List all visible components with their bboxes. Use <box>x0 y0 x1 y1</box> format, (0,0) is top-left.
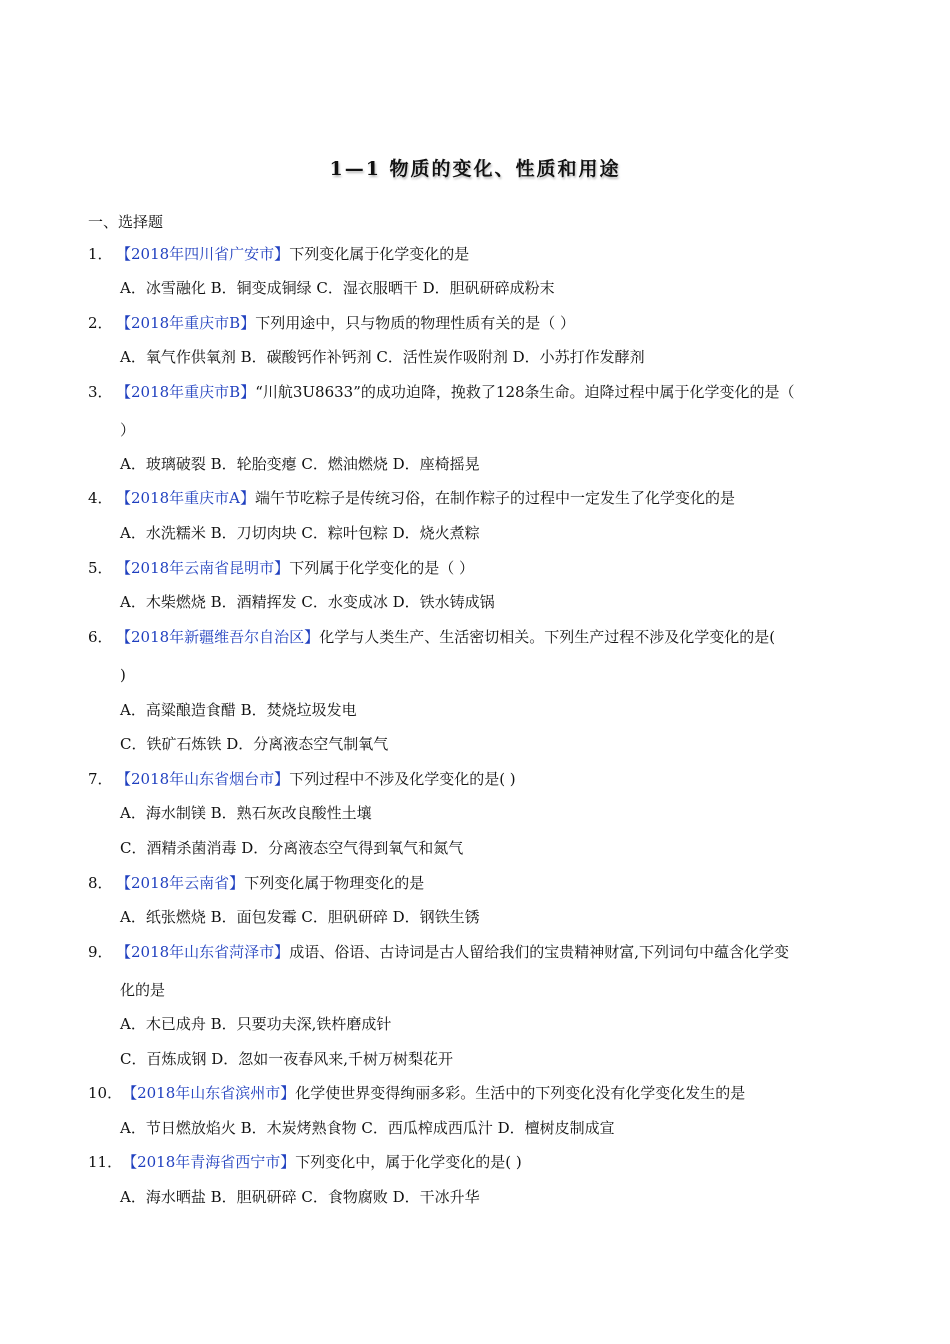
question-2-options: A．氧气作供氧剂 B．碳酸钙作补钙剂 C．活性炭作吸附剂 D．小苏打作发酵剂 <box>120 348 645 366</box>
question-5-options: A．木柴燃烧 B．酒精挥发 C．水变成冰 D．铁水铸成锅 <box>120 593 495 611</box>
question-4-options: A．水洗糯米 B．刀切肉块 C．粽叶包粽 D．烧火煮粽 <box>120 524 480 542</box>
question-source: 【2018年山东省滨州市】 <box>122 1084 296 1102</box>
question-9 <box>88 942 866 962</box>
question-stem: 下列属于化学变化的是（ ） <box>289 559 474 577</box>
question-6 <box>88 627 866 647</box>
question-9-stem-continued: 化的是 <box>120 981 166 999</box>
question-source: 【2018年重庆市B】 <box>116 383 256 401</box>
question-number: 3． <box>88 383 113 401</box>
question-source: 【2018年云南省昆明市】 <box>116 559 290 577</box>
question-6-options-row-1: A．高粱酿造食醋 B．焚烧垃圾发电 <box>120 701 357 719</box>
page-title: 1—1 物质的变化、性质和用途 <box>329 158 621 180</box>
question-3 <box>88 382 866 402</box>
question-stem: 下列变化属于化学变化的是 <box>289 245 470 263</box>
question-stem: 下列过程中不涉及化学变化的是( ) <box>289 770 516 788</box>
question-source: 【2018年四川省广安市】 <box>116 245 290 263</box>
question-source: 【2018年山东省烟台市】 <box>116 770 290 788</box>
question-source: 【2018年山东省菏泽市】 <box>116 943 290 961</box>
question-source: 【2018年重庆市B】 <box>116 314 256 332</box>
question-9-options-row-2: C．百炼成钢 D．忽如一夜春风来,千树万树梨花开 <box>120 1050 454 1068</box>
question-stem: 下列用途中，只与物质的物理性质有关的是（ ） <box>255 314 575 332</box>
question-number: 2． <box>88 314 113 332</box>
question-number: 7． <box>88 770 113 788</box>
question-source: 【2018年云南省】 <box>116 874 245 892</box>
question-stem: 下列变化属于物理变化的是 <box>244 874 425 892</box>
question-stem: “川航3U8633”的成功迫降，挽救了128条生命。迫降过程中属于化学变化的是（ <box>255 383 795 401</box>
question-number: 5． <box>88 559 113 577</box>
question-10 <box>88 1083 866 1103</box>
question-stem: 成语、俗语、古诗词是古人留给我们的宝贵精神财富,下列词句中蕴含化学变 <box>289 943 789 961</box>
question-10-options: A．节日燃放焰火 B．木炭烤熟食物 C．西瓜榨成西瓜汁 D．檀树皮制成宣 <box>120 1119 615 1137</box>
question-7 <box>88 769 866 789</box>
question-9-options-row-1: A．木已成舟 B．只要功夫深,铁杵磨成针 <box>120 1015 392 1033</box>
question-1 <box>88 244 866 264</box>
question-8-options: A．纸张燃烧 B．面包发霉 C．胆矾研碎 D．钢铁生锈 <box>120 908 480 926</box>
question-7-options-row-1: A．海水制镁 B．熟石灰改良酸性土壤 <box>120 804 372 822</box>
question-number: 1． <box>88 245 113 263</box>
question-7-options-row-2: C．酒精杀菌消毒 D．分离液态空气得到氧气和氮气 <box>120 839 464 857</box>
question-6-stem-continued: ) <box>120 666 126 684</box>
question-source: 【2018年新疆维吾尔自治区】 <box>116 628 320 646</box>
question-11 <box>88 1152 866 1172</box>
question-8 <box>88 873 866 893</box>
question-4 <box>88 488 866 508</box>
question-number: 11． <box>88 1153 123 1171</box>
question-3-stem-continued: ） <box>120 421 136 439</box>
question-number: 8． <box>88 874 113 892</box>
question-stem: 化学与人类生产、生活密切相关。下列生产过程不涉及化学变化的是( <box>319 628 776 646</box>
question-stem: 端午节吃粽子是传统习俗，在制作粽子的过程中一定发生了化学变化的是 <box>255 489 736 507</box>
question-stem: 下列变化中，属于化学变化的是( ) <box>295 1153 522 1171</box>
question-11-options: A．海水晒盐 B．胆矾研碎 C．食物腐败 D．干冰升华 <box>120 1188 480 1206</box>
question-1-options: A．冰雪融化 B．铜变成铜绿 C．湿衣服晒干 D．胆矾研碎成粉末 <box>120 279 555 297</box>
question-number: 4． <box>88 489 113 507</box>
question-number: 10． <box>88 1084 123 1102</box>
question-stem: 化学使世界变得绚丽多彩。生活中的下列变化没有化学变化发生的是 <box>295 1084 746 1102</box>
section-heading: 一、选择题 <box>88 213 164 231</box>
question-3-options: A．玻璃破裂 B．轮胎变瘪 C．燃油燃烧 D．座椅摇晃 <box>120 455 480 473</box>
question-6-options-row-2: C．铁矿石炼铁 D．分离液态空气制氧气 <box>120 735 389 753</box>
question-5 <box>88 558 866 578</box>
question-number: 6． <box>88 628 113 646</box>
question-2 <box>88 313 866 333</box>
question-source: 【2018年重庆市A】 <box>116 489 256 507</box>
question-number: 9． <box>88 943 113 961</box>
question-source: 【2018年青海省西宁市】 <box>122 1153 296 1171</box>
